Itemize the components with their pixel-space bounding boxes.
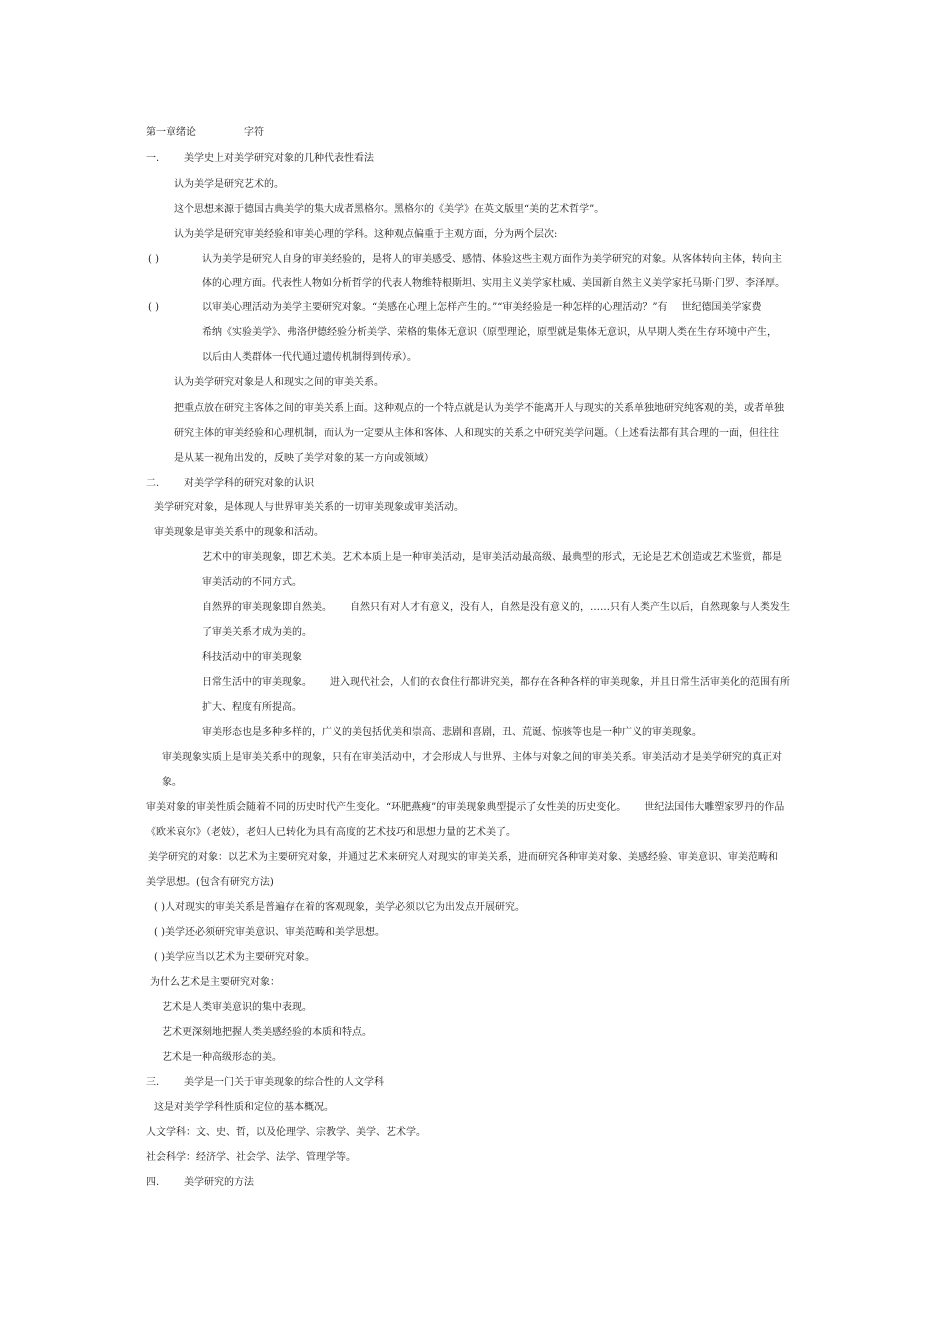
list-marker: ( ) (148, 254, 159, 265)
list-marker: ( ) (148, 302, 159, 313)
list-item-text: 世纪德国美学家费 (681, 302, 762, 313)
paragraph: 艺术中的审美现象，即艺术美。艺术本质上是一种审美活动，是审美活动最高级、最典型的形式，无论是艺术创造或艺术鉴赏，都是 (202, 552, 782, 563)
paragraph: 自然界的审美现象即自然美。 (202, 602, 332, 613)
list-item: ( )人对现实的审美关系是普遍存在着的客观现象，美学必须以它为出发点开展研究。 (154, 902, 525, 913)
paragraph: 科技活动中的审美现象 (202, 652, 302, 663)
section-2-heading: 对美学学科的研究对象的认识 (184, 478, 314, 489)
chapter-title: 第一章绪论 (146, 127, 196, 138)
list-item: 艺术更深刻地把握人类美感经验的本质和特点。 (162, 1027, 372, 1038)
paragraph: 世纪法国伟大雕塑家罗丹的作品 (644, 802, 785, 813)
paragraph: 为什么艺术是主要研究对象： (150, 977, 280, 988)
paragraph: 审美现象实质上是审美关系中的现象，只有在审美活动中，才会形成人与世界、主体与对象之间的审美关系。审美活动才是美学研究的真正对 (162, 752, 782, 763)
list-item: ( )美学还必须研究审美意识、审美范畴和美学思想。 (154, 927, 385, 938)
list-item-text: 认为美学是研究人自身的审美经验的，是将人的审美感受、感情、体验这些主观方面作为美学研究的对象。从客体转向主体，转向主 (202, 254, 782, 265)
paragraph: 这是对美学学科性质和定位的基本概况。 (154, 1102, 334, 1113)
paragraph: 扩大、程度有所提高。 (202, 702, 302, 713)
paragraph: 把重点放在研究主客体之间的审美关系上面。这种观点的一个特点就是认为美学不能离开人与现实的关系单独地研究纯客观的美，或者单独 (174, 403, 784, 414)
paragraph: 社会科学：经济学、社会学、法学、管理学等。 (146, 1152, 356, 1163)
paragraph: 象。 (162, 777, 182, 788)
section-4-heading-number: 四. (146, 1177, 160, 1188)
paragraph: 日常生活中的审美现象。 (202, 677, 312, 688)
paragraph: 审美现象是审美关系中的现象和活动。 (154, 527, 324, 538)
list-item-text: 以审美心理活动为美学主要研究对象。“美感在心理上怎样产生的。”“审美经验是一种怎样的心理活动？”有 (202, 302, 668, 313)
paragraph: 认为美学研究对象是人和现实之间的审美关系。 (174, 377, 384, 388)
section-1-heading-number: 一. (146, 153, 160, 164)
list-item-text-line (202, 301, 761, 315)
paragraph: 研究主体的审美经验和心理机制，而认为一定要从主体和客体、人和现实的关系之中研究美学问题。（上述看法都有其合理的一面，但往往 (174, 428, 779, 439)
paragraph: 是从某一视角出发的，反映了美学对象的某一方向或领域） (174, 453, 434, 464)
list-item-text: 希纳《实验美学》、弗洛伊德经验分析美学、荣格的集体无意识（原型理论，原型就是集体无意识，从早期人类在生存环境中产生， (202, 327, 777, 338)
list-item-text: 体的心理方面。代表性人物如分析哲学的代表人物维特根斯坦、实用主义美学家杜威、美国新自然主义美学家托马斯·门罗、李泽厚。 (202, 278, 786, 289)
section-3-heading: 美学是一门关于审美现象的综合性的人文学科 (184, 1077, 384, 1088)
paragraph: 美学思想。(包含有研究方法) (146, 877, 274, 888)
paragraph-line (146, 801, 784, 815)
section-2-heading-number: 二. (146, 478, 160, 489)
paragraph-line (202, 676, 790, 690)
paragraph: 美学研究的对象：以艺术为主要研究对象，并通过艺术来研究人对现实的审美关系，进而研究各种审美对象、美感经验、审美意识、审美范畴和 (148, 852, 778, 863)
list-item: 艺术是人类审美意识的集中表现。 (162, 1002, 312, 1013)
paragraph: 自然只有对人才有意义，没有人，自然是没有意义的，……只有人类产生以后，自然现象与人类发生 (350, 602, 790, 613)
chapter-title-line (146, 126, 264, 140)
paragraph: 这个思想来源于德国古典美学的集大成者黑格尔。黑格尔的《美学》在英文版里“美的艺术哲学”。 (174, 204, 605, 215)
paragraph: 审美活动的不同方式。 (202, 577, 302, 588)
paragraph: 认为美学是研究审美经验和审美心理的学科。这种观点偏重于主观方面，分为两个层次: (174, 229, 558, 240)
chapter-suffix: 字符 (244, 127, 264, 138)
list-item-text: 以后由人类群体一代代通过遗传机制得到传承）。 (202, 352, 417, 363)
section-3-heading-number: 三. (146, 1077, 160, 1088)
paragraph-line (202, 601, 790, 615)
section-4-heading: 美学研究的方法 (184, 1177, 254, 1188)
paragraph: 《欧米哀尔》（老妓），老妇人已转化为具有高度的艺术技巧和思想力量的艺术美了。 (146, 827, 516, 838)
paragraph: 审美形态也是多种多样的，广义的美包括优美和崇高、悲剧和喜剧，丑、荒诞、惊骇等也是一种广义的审美现象。 (202, 727, 702, 738)
paragraph: 了审美关系才成为美的。 (202, 627, 312, 638)
paragraph: 美学研究对象，是体现人与世界审美关系的一切审美现象或审美活动。 (154, 502, 464, 513)
section-1-heading: 美学史上对美学研究对象的几种代表性看法 (184, 153, 374, 164)
paragraph: 认为美学是研究艺术的。 (174, 179, 284, 190)
list-item: ( )美学应当以艺术为主要研究对象。 (154, 952, 315, 963)
paragraph: 人文学科：文、史、哲，以及伦理学、宗教学、美学、艺术学。 (146, 1127, 426, 1138)
list-item: 艺术是一种高级形态的美。 (162, 1052, 282, 1063)
paragraph: 进入现代社会，人们的衣食住行都讲究美，都存在各种各样的审美现象，并且日常生活审美化的范围有所 (330, 677, 790, 688)
paragraph: 审美对象的审美性质会随着不同的历史时代产生变化。“环肥燕瘦”的审美现象典型提示了女性美的历史变化。 (146, 802, 627, 813)
